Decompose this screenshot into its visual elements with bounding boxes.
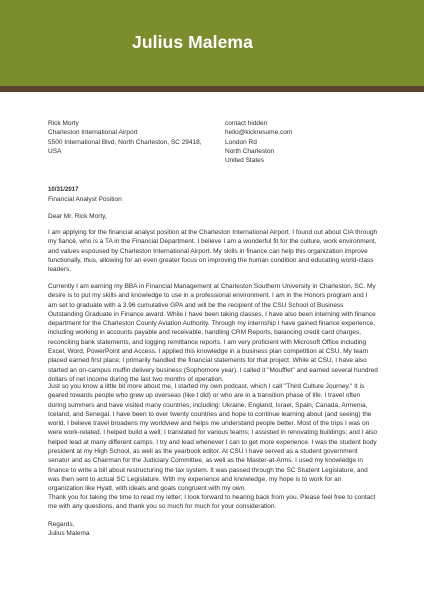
applicant-name: Julius Malema bbox=[132, 32, 253, 52]
letter-paragraph: Currently I am earning my BBA in Financial Management at Charleston Southern University in Charleston, SC. My desire is to put my skills and knowledge to use in a professional environment. I am in the Honors program and I am set to graduate with a 3.96 cumulative GPA and will be the recipient of the CSU School of Business Outstanding Graduate in Finance award. While I have been taking classes, I have also been interning with finance department for the Charleston County Aviation Authority. Through my internship I have gained finance experience, including working in accounts payable and receivable, handling CRM Reports, balancing credit card charges, reconciling bank statements, and logging remittance reports. I am very proficient with Microsoft Office including Excel, Word, PowerPoint and Access. I applied this knowledge in a business plan competition at CSU. My team placed earned first place; I primarily handled the financial statements for that project. While at CSU, I have also started an on-campus muffin delivery business (Sophomore year). I called it "Moufflet" and earned several hundred dollars of net income during the last two months of operation. bbox=[48, 283, 378, 383]
letter-paragraph: I am applying for the financial analyst position at the Charleston International Airport. I found out about CIA through my fiancé, who is a TA in the Financial Department. I believe I am a wonderful fit for the culture, work environment, and values espoused by Charleston International Airport. My skills in finance can help this organization improve functionally, thus, allowing for an even greater focus on improving the human condition and educating world-class leaders. bbox=[48, 229, 378, 274]
sender-line: London Rd bbox=[225, 138, 257, 146]
signature: Julius Malema bbox=[48, 530, 90, 538]
recipient-line: Rick Morty bbox=[48, 120, 79, 127]
letter-subject: Financial Analyst Position bbox=[48, 196, 122, 203]
recipient-line: USA bbox=[48, 147, 62, 155]
letter-paragraph: Just so you know a little bit more about me, I started my own podcast, which I call "Third Culture Journey." It is geared towards people who grew up overseas (like I did) or who are in a transition phase of life. I travel often during summers and have visited many countries, including: Ukraine, England, Israel, Spain, Canada, Armenia, Iceland, and Senegal. I have been to over twenty countries and hope to continue learning about (and seeing) the world. I believe travel broadens my worldview and helps me understand people better. Most of the trips I was on were work-related. I helped build a well; I translated for various teams; I assisted in renovating buildings; and I also helped lead at many different camps. I try and lead whenever I can to get more experience. I was the student body president at my High School, as well as the yearbook editor. At CSU I have served as a student government senator and as Chairman for the Judiciary Committee, as well as the Master-at-Arms. I used my knowledge in finance to write a bill about restructuring the tax system. It was passed through the SC Student Legislature, and was then sent to actual SC Legislature. With my experience and knowledge, my hope is to work for an organization like Hyatt, with ideals and goals congruent with my own. bbox=[48, 383, 378, 493]
closing-word: Regards, bbox=[48, 521, 75, 528]
recipient-line: 5500 International Blvd, North Charleston, SC 29418, bbox=[48, 138, 202, 146]
recipient-line: Charleston International Airport bbox=[48, 129, 138, 137]
sender-contact bbox=[225, 119, 375, 165]
sender-line: contact hidden bbox=[225, 120, 268, 127]
sender-email[interactable]: hello@kickresume.com bbox=[225, 129, 293, 137]
recipient-address bbox=[48, 119, 218, 156]
header-stripe bbox=[0, 86, 424, 92]
letter-salutation: Dear Mr. Rick Morty, bbox=[48, 213, 107, 220]
sender-line: United States bbox=[225, 157, 265, 165]
letter-closing bbox=[48, 520, 90, 539]
letter-paragraph: Thank you for taking the time to read my letter; I look forward to hearing back from you. Please feel free to contact me with any questions, and thank you so much for much for your consideration. bbox=[48, 494, 376, 511]
sender-line: North Charleston bbox=[225, 147, 275, 155]
letter-date: 10/31/2017 bbox=[48, 186, 79, 193]
